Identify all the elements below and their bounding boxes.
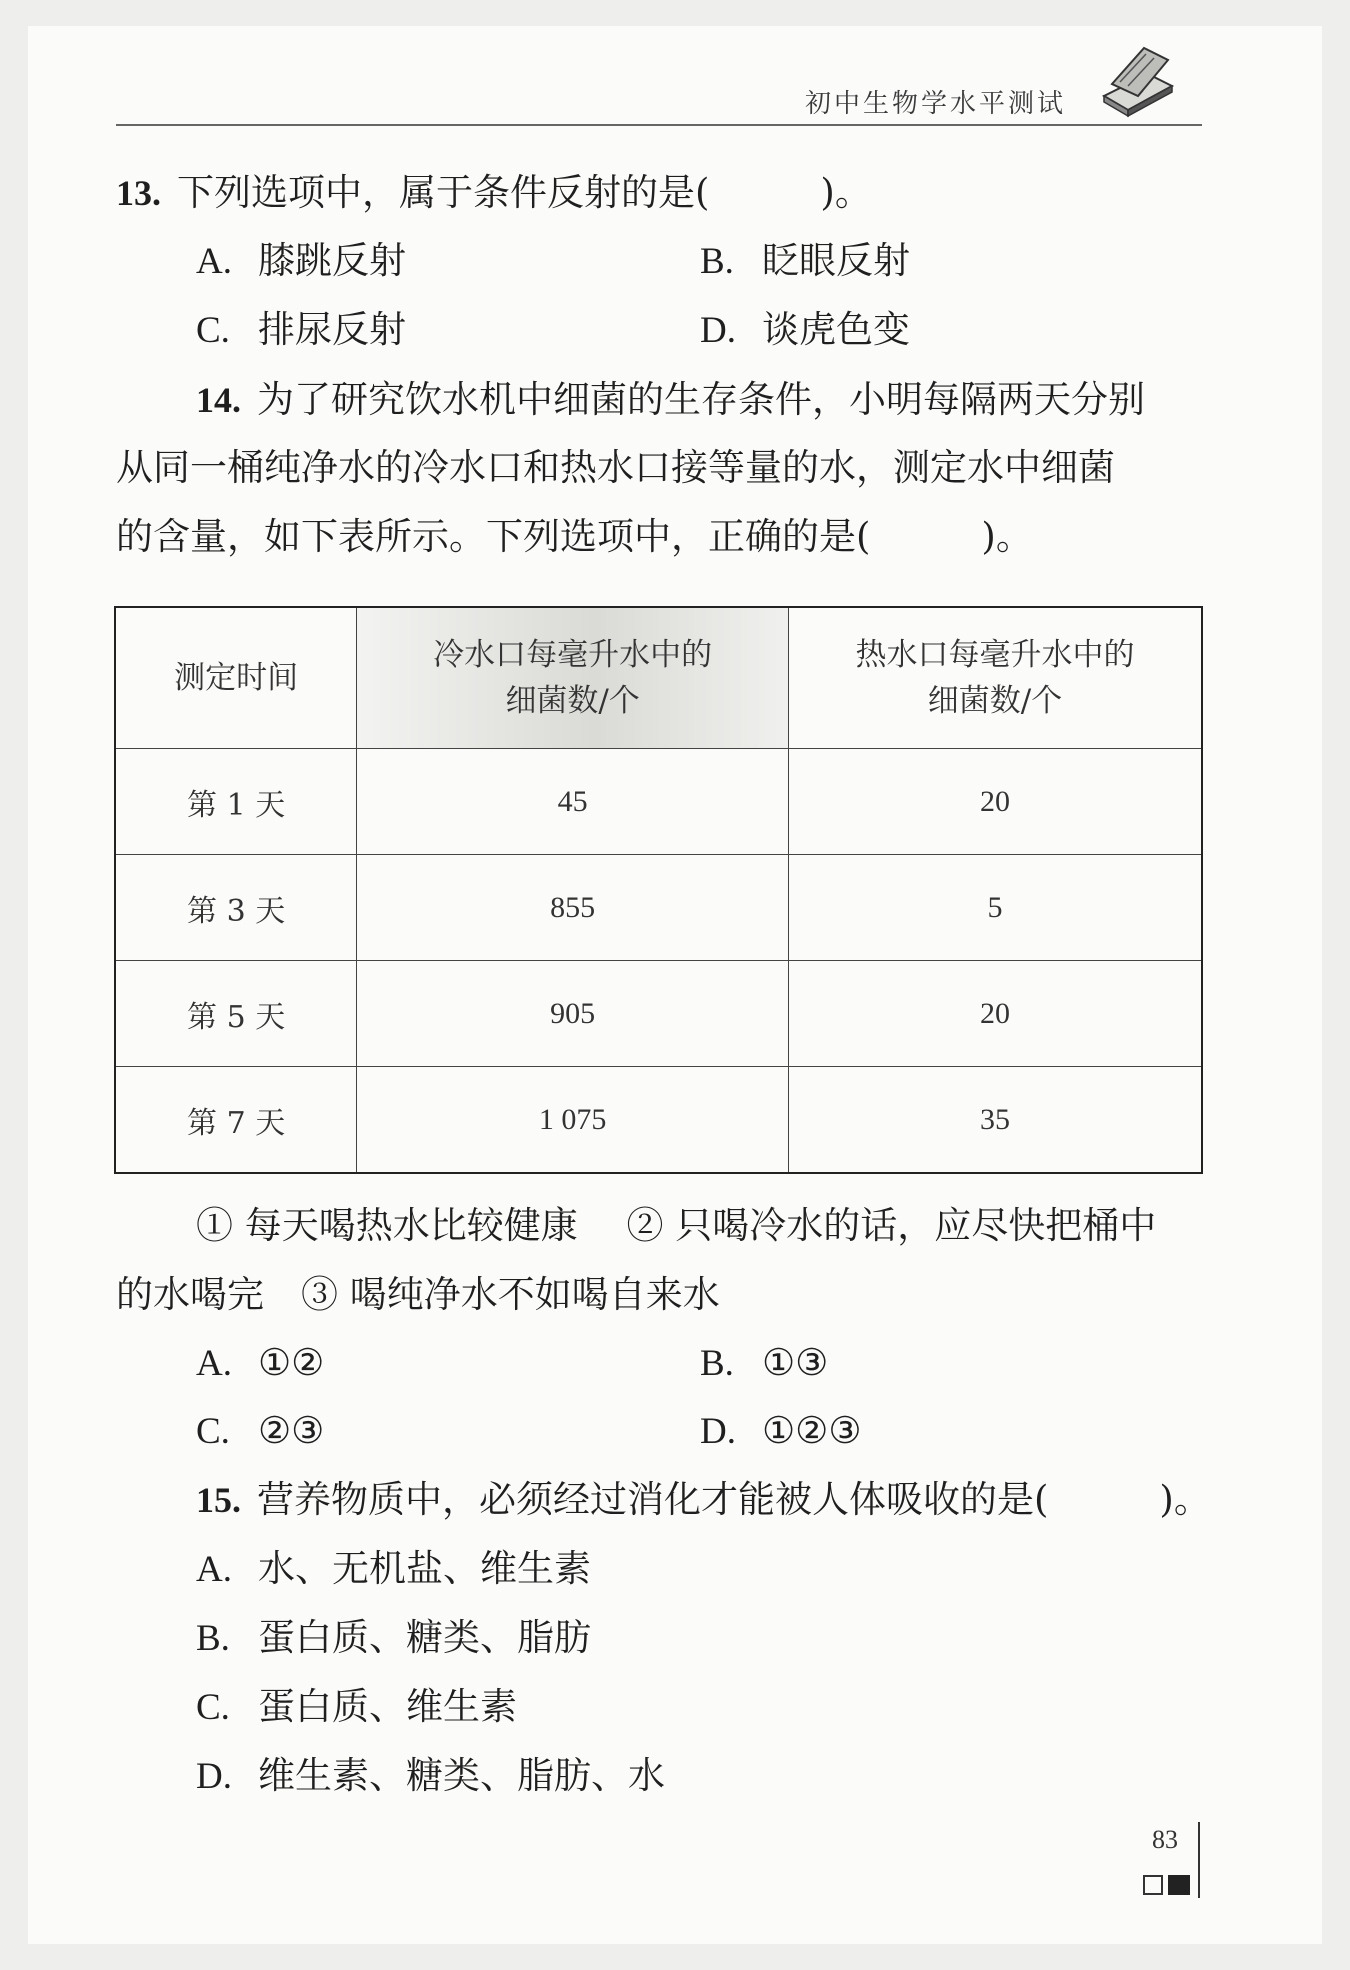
table-header-hot xyxy=(789,607,1202,749)
q15-option-a xyxy=(196,1546,591,1593)
bacteria-table xyxy=(114,606,1203,1174)
table-cell-day: 第 3 天 xyxy=(115,855,357,961)
q13-option-b xyxy=(700,238,910,285)
q14-stem-1: 为了研究饮水机中细菌的生存条件，小明每隔两天分别 xyxy=(257,378,1145,421)
option-text: 谈虎色变 xyxy=(762,308,910,351)
table-row xyxy=(115,855,1202,961)
option-text: 水、无机盐、维生素 xyxy=(258,1547,591,1590)
q14-stem-line-2: 从同一桶纯净水的冷水口和热水口接等量的水，测定水中细菌 xyxy=(116,446,1115,489)
option-label: A. xyxy=(196,241,232,282)
page-number-rule xyxy=(1198,1822,1200,1898)
option-text: 排尿反射 xyxy=(258,308,406,351)
page-marker-filled xyxy=(1168,1875,1190,1895)
option-label: D. xyxy=(196,1756,232,1797)
table-row xyxy=(115,1067,1202,1174)
option-text: 眨眼反射 xyxy=(762,239,910,282)
option-text: ①③ xyxy=(762,1341,829,1384)
option-text: 维生素、糖类、脂肪、水 xyxy=(258,1754,665,1797)
table-header-cold xyxy=(357,607,789,749)
option-text: 膝跳反射 xyxy=(258,239,406,282)
option-label: C. xyxy=(196,1687,230,1728)
q14-number: 14. xyxy=(196,380,241,420)
q15-stem: 营养物质中，必须经过消化才能被人体吸收的是( )。 xyxy=(257,1478,1211,1521)
table-cell-hot: 20 xyxy=(789,749,1202,855)
table-row xyxy=(115,961,1202,1067)
header-line: 热水口每毫升水中的 xyxy=(855,637,1135,673)
header-title: 初中生物学水平测试 xyxy=(805,89,1067,119)
q13-number: 13. xyxy=(116,173,161,213)
q15-stem-line xyxy=(196,1477,1211,1523)
table-row xyxy=(115,749,1202,855)
table-cell-hot: 20 xyxy=(789,961,1202,1067)
q14-option-d xyxy=(700,1408,862,1455)
q15-number: 15. xyxy=(196,1480,241,1520)
page-marker-outline xyxy=(1143,1875,1163,1895)
q13-option-d xyxy=(700,307,910,354)
header-line: 冷水口每毫升水中的 xyxy=(433,637,713,673)
page-number: 83 xyxy=(1152,1825,1178,1854)
table-header-row xyxy=(115,607,1202,749)
header-line: 细菌数/个 xyxy=(927,683,1063,719)
table-cell-cold: 1 075 xyxy=(357,1067,789,1174)
header-line: 细菌数/个 xyxy=(505,683,640,719)
option-label: B. xyxy=(196,1618,230,1659)
table-cell-hot: 35 xyxy=(789,1067,1202,1174)
option-label: D. xyxy=(700,1411,736,1452)
option-text: 蛋白质、糖类、脂肪 xyxy=(258,1616,591,1659)
option-text: 蛋白质、维生素 xyxy=(258,1685,517,1728)
table-cell-cold: 855 xyxy=(357,855,789,961)
option-label: D. xyxy=(700,310,736,351)
q14-statements-line-1: ① 每天喝热水比较健康 ② 只喝冷水的话，应尽快把桶中 xyxy=(196,1204,1157,1247)
table-cell-day: 第 1 天 xyxy=(115,749,357,855)
q14-option-c xyxy=(196,1408,324,1455)
q14-stem-line-3: 的含量，如下表所示。下列选项中，正确的是( )。 xyxy=(116,515,1033,558)
table-cell-day: 第 5 天 xyxy=(115,961,357,1067)
q13-stem: 下列选项中，属于条件反射的是( )。 xyxy=(177,171,872,214)
table-header-time xyxy=(115,607,357,749)
table-cell-cold: 45 xyxy=(357,749,789,855)
header-line: 测定时间 xyxy=(174,660,299,696)
q15-option-d xyxy=(196,1753,665,1800)
q13-option-c xyxy=(196,307,406,354)
table-cell-day: 第 7 天 xyxy=(115,1067,357,1174)
option-label: C. xyxy=(196,310,230,351)
q13-stem-line xyxy=(116,170,872,216)
q14-stem-line-1 xyxy=(196,377,1145,423)
q14-option-a xyxy=(196,1340,324,1387)
book-icon xyxy=(1098,38,1178,118)
q15-option-b xyxy=(196,1615,591,1662)
option-label: A. xyxy=(196,1549,232,1590)
table-cell-cold: 905 xyxy=(357,961,789,1067)
option-text: ②③ xyxy=(258,1409,325,1452)
q15-option-c xyxy=(196,1684,517,1731)
q13-option-a xyxy=(196,238,406,285)
option-text: ①② xyxy=(258,1341,325,1384)
option-text: ①②③ xyxy=(762,1409,862,1452)
header-rule xyxy=(116,124,1202,126)
option-label: C. xyxy=(196,1411,230,1452)
option-label: B. xyxy=(700,241,734,282)
table-cell-hot: 5 xyxy=(789,855,1202,961)
option-label: B. xyxy=(700,1343,734,1384)
option-label: A. xyxy=(196,1343,232,1384)
q14-statements-line-2: 的水喝完 ③ 喝纯净水不如喝自来水 xyxy=(116,1273,720,1316)
q14-option-b xyxy=(700,1340,828,1387)
